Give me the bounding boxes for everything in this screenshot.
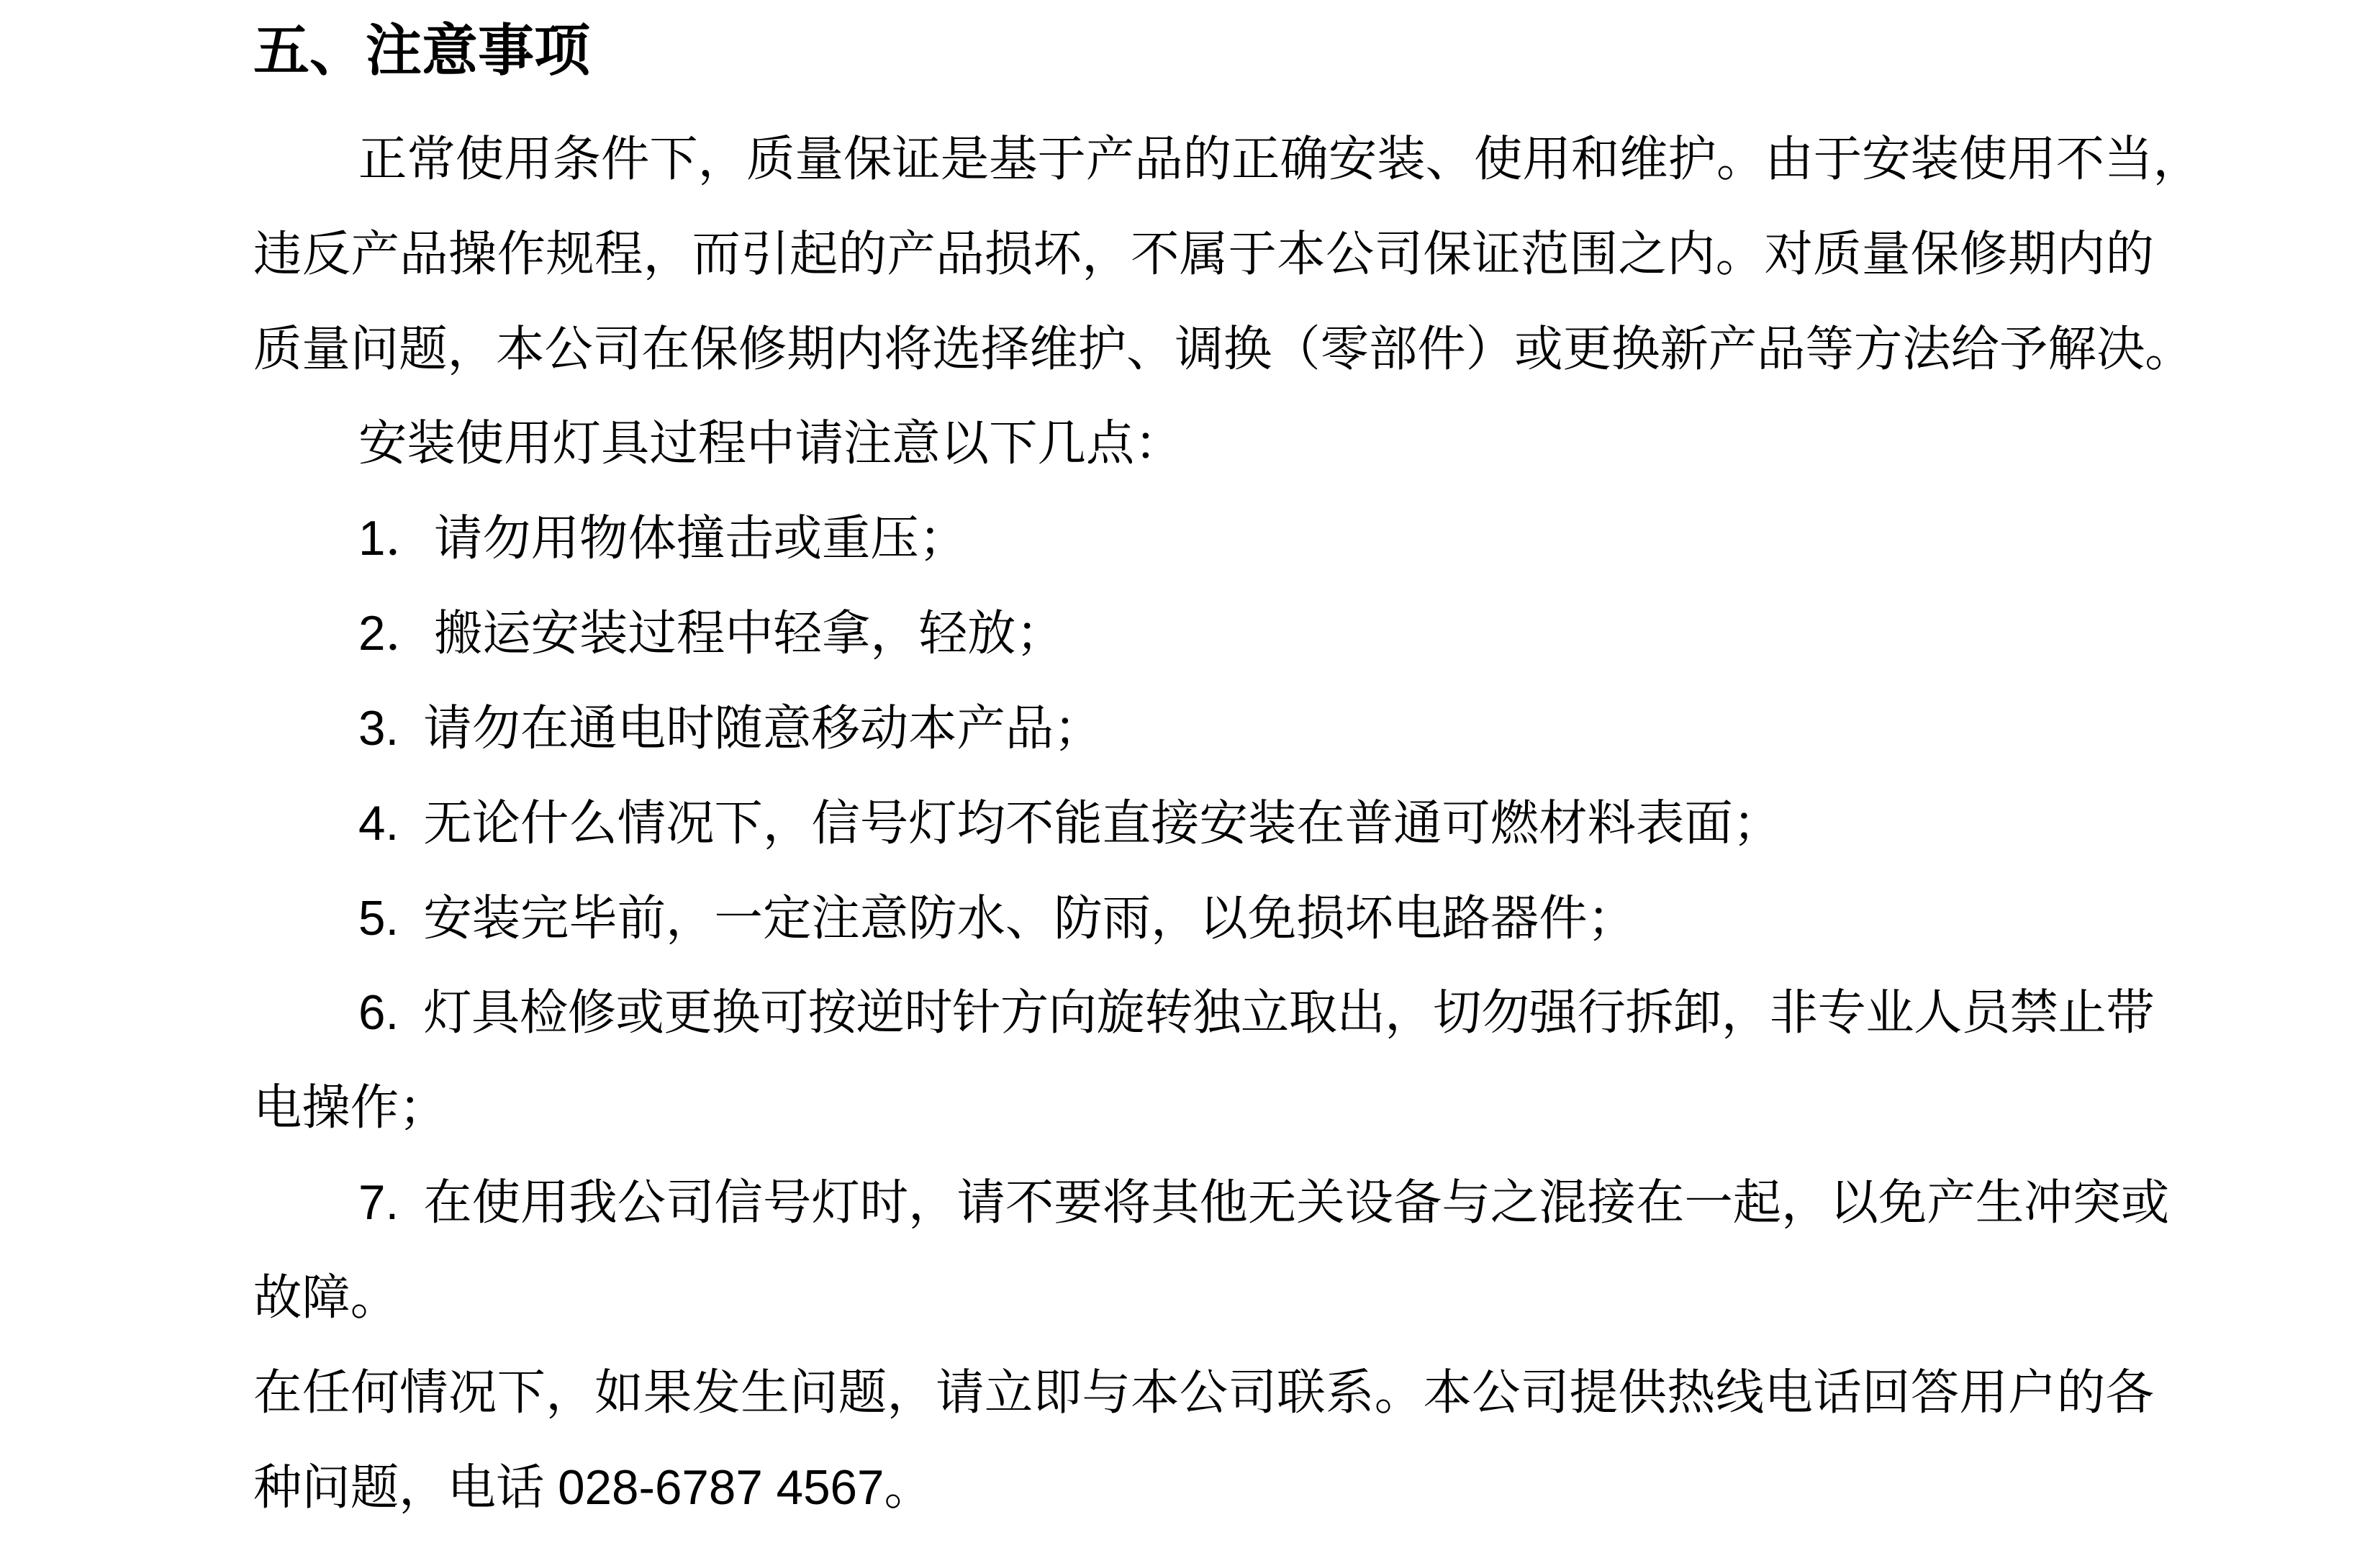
note-item [253, 871, 2154, 966]
section-heading: 五、注意事项 [253, 19, 591, 82]
contact-paragraph [253, 1346, 2154, 1536]
paragraph-line: 正常使用条件下，质量保证是基于产品的正确安装、使用和维护。由于安装使用不当， [358, 132, 2202, 186]
note-text: 电操作； [253, 1081, 448, 1136]
note-text: 灯具检修或更换可按逆时针方向旋转独立取出，切勿强行拆卸，非专业人员禁止带 [423, 986, 2154, 1041]
notes-list [253, 492, 2170, 1345]
note-line [253, 1061, 2154, 1156]
note-line [253, 1156, 2170, 1251]
note-text: 安装完毕前，一定注意防水、防雨，以免损坏电路器件； [423, 891, 1636, 946]
note-number: 6. [358, 986, 399, 1041]
note-item [253, 1156, 2170, 1346]
note-item [253, 776, 2154, 871]
note-line [253, 1251, 2154, 1346]
note-line [253, 492, 2154, 587]
note-number: 3. [358, 701, 399, 756]
section-body [253, 112, 2202, 1535]
note-item [253, 587, 2154, 682]
note-number: 5. [358, 891, 399, 946]
note-text: 无论什么情况下，信号灯均不能直接安装在普通可燃材料表面； [423, 796, 1782, 851]
note-number: 4. [358, 796, 399, 851]
note-text: 故障。 [253, 1270, 399, 1325]
note-line [253, 871, 2154, 966]
note-number: 1． [358, 512, 434, 566]
note-item [253, 682, 2154, 776]
warranty-paragraph [253, 112, 2202, 397]
paragraph-line: 质量问题，本公司在保修期内将选择维护、调换（零部件）或更换新产品等方法给予解决。 [253, 322, 2194, 376]
paragraph-line: 种问题，电话 028-6787 4567。 [253, 1460, 933, 1515]
note-text: 在使用我公司信号灯时，请不要将其他无关设备与之混接在一起，以免产生冲突或 [423, 1176, 2170, 1231]
note-item [253, 492, 2154, 587]
note-text: 请勿用物体撞击或重压； [433, 512, 968, 566]
note-line [253, 776, 2154, 871]
paragraph-line: 在任何情况下，如果发生问题，请立即与本公司联系。本公司提供热线电话回答用户的各 [253, 1365, 2154, 1420]
note-line [253, 966, 2154, 1061]
note-line [253, 682, 2154, 776]
note-text: 搬运安装过程中轻拿，轻放； [433, 607, 1064, 661]
note-number: 7. [358, 1176, 399, 1231]
paragraph-line: 违反产品操作规程，而引起的产品损坏，不属于本公司保证范围之内。对质量保修期内的 [253, 227, 2154, 281]
list-intro: 安装使用灯具过程中请注意以下几点： [358, 417, 1183, 471]
note-item [253, 966, 2154, 1156]
note-number: 2． [358, 607, 434, 661]
note-text: 请勿在通电时随意移动本产品； [423, 701, 1103, 756]
note-line [253, 587, 2154, 682]
